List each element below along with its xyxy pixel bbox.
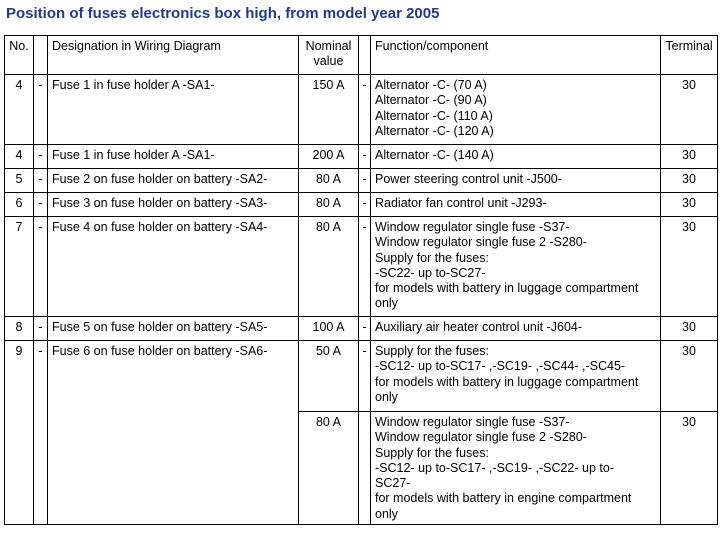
- row-terminal: 30: [661, 169, 718, 193]
- function-line: Window regulator single fuse 2 -S280-: [375, 235, 587, 250]
- row-designation: Fuse 1 in fuse holder A -SA1-: [48, 75, 299, 145]
- row-designation: Fuse 3 on fuse holder on battery -SA3-: [48, 193, 299, 217]
- table-row: [5, 169, 718, 193]
- header-dash-spacer: [359, 36, 371, 75]
- row-no: 4: [5, 75, 34, 145]
- function-line: Radiator fan control unit -J293-: [375, 196, 547, 210]
- row-nominal-value: 80 A: [299, 193, 359, 217]
- row-no: 8: [5, 317, 34, 341]
- row-function: [371, 193, 661, 217]
- row-designation: Fuse 4 on fuse holder on battery -SA4-: [48, 217, 299, 317]
- table-row: [5, 341, 718, 412]
- row-function: [371, 217, 661, 317]
- row-function: [371, 169, 661, 193]
- header-designation: Designation in Wiring Diagram: [48, 36, 299, 75]
- function-line: SC27-: [375, 476, 411, 491]
- row-dash: -: [359, 341, 371, 412]
- function-line: Alternator -C- (70 A): [375, 78, 487, 92]
- row-terminal: 30: [661, 75, 718, 145]
- row-terminal: 30: [661, 412, 718, 525]
- table-row: [5, 75, 718, 145]
- row-function: [371, 145, 661, 169]
- row-dash-empty: [359, 412, 371, 525]
- row-dash: -: [359, 169, 371, 193]
- row-nominal-value: 80 A: [299, 169, 359, 193]
- row-dash: -: [34, 317, 48, 341]
- row-dash: -: [34, 75, 48, 145]
- function-line: Supply for the fuses:: [375, 445, 489, 460]
- row-terminal: 30: [661, 193, 718, 217]
- row-designation: Fuse 5 on fuse holder on battery -SA5-: [48, 317, 299, 341]
- function-line: only: [375, 389, 398, 404]
- header-terminal: Terminal: [661, 36, 718, 75]
- row-function: [371, 75, 661, 145]
- header-dash-spacer: [34, 36, 48, 75]
- function-line: Alternator -C- (120 A): [375, 123, 494, 138]
- row-dash: -: [359, 317, 371, 341]
- function-line: -SC12- up to-SC17- ,-SC19- ,-SC22- up to-: [375, 460, 614, 475]
- row-designation: Fuse 1 in fuse holder A -SA1-: [48, 145, 299, 169]
- row-dash: -: [34, 341, 48, 525]
- table-row: [5, 193, 718, 217]
- function-line: Auxiliary air heater control unit -J604-: [375, 320, 583, 334]
- table-row: [5, 317, 718, 341]
- row-function: [371, 412, 661, 525]
- row-dash: -: [34, 193, 48, 217]
- row-nominal-value: 200 A: [299, 145, 359, 169]
- row-terminal: 30: [661, 217, 718, 317]
- table-row: [5, 145, 718, 169]
- row-nominal-value: 50 A: [299, 341, 359, 412]
- row-function: [371, 341, 661, 412]
- function-line: Supply for the fuses:: [375, 344, 489, 358]
- row-no: 4: [5, 145, 34, 169]
- row-no: 9: [5, 341, 34, 525]
- function-line: Window regulator single fuse -S37-: [375, 415, 570, 429]
- row-nominal-value: 150 A: [299, 75, 359, 145]
- row-dash: -: [34, 145, 48, 169]
- row-designation: Fuse 6 on fuse holder on battery -SA6-: [48, 341, 299, 525]
- table-row: [5, 217, 718, 317]
- function-line: Window regulator single fuse -S37-: [375, 220, 570, 234]
- row-no: 6: [5, 193, 34, 217]
- row-no: 5: [5, 169, 34, 193]
- function-line: only: [375, 296, 398, 311]
- row-terminal: 30: [661, 317, 718, 341]
- function-line: Window regulator single fuse 2 -S280-: [375, 430, 587, 445]
- function-line: Supply for the fuses:: [375, 250, 489, 265]
- page-title: Position of fuses electronics box high, from model year 2005: [6, 5, 440, 22]
- function-line: for models with battery in luggage compartment: [375, 281, 639, 296]
- row-terminal: 30: [661, 341, 718, 412]
- function-line: Alternator -C- (110 A): [375, 108, 493, 123]
- header-nominal-line1: Nominal: [305, 39, 352, 53]
- header-function: Function/component: [371, 36, 661, 75]
- row-nominal-value: 80 A: [299, 412, 359, 525]
- header-nominal-value: [299, 36, 359, 75]
- function-line: Alternator -C- (90 A): [375, 93, 487, 108]
- function-line: for models with battery in engine compartment: [375, 491, 632, 506]
- row-dash: -: [34, 217, 48, 317]
- row-function: [371, 317, 661, 341]
- fuse-table: [4, 35, 718, 525]
- row-dash: -: [359, 145, 371, 169]
- row-dash: -: [359, 217, 371, 317]
- row-designation: Fuse 2 on fuse holder on battery -SA2-: [48, 169, 299, 193]
- function-line: -SC12- up to-SC17- ,-SC19- ,-SC44- ,-SC45-: [375, 359, 626, 374]
- header-no: No.: [5, 36, 34, 75]
- function-line: Alternator -C- (140 A): [375, 148, 494, 162]
- table-header-row: [5, 36, 718, 75]
- row-no: 7: [5, 217, 34, 317]
- row-dash: -: [359, 75, 371, 145]
- function-line: only: [375, 506, 398, 521]
- header-nominal-line2: value: [313, 54, 344, 69]
- function-line: for models with battery in luggage compartment: [375, 374, 639, 389]
- row-terminal: 30: [661, 145, 718, 169]
- row-dash: -: [359, 193, 371, 217]
- function-line: Power steering control unit -J500-: [375, 172, 562, 186]
- function-line: -SC22- up to-SC27-: [375, 265, 486, 280]
- row-dash: -: [34, 169, 48, 193]
- row-nominal-value: 80 A: [299, 217, 359, 317]
- row-nominal-value: 100 A: [299, 317, 359, 341]
